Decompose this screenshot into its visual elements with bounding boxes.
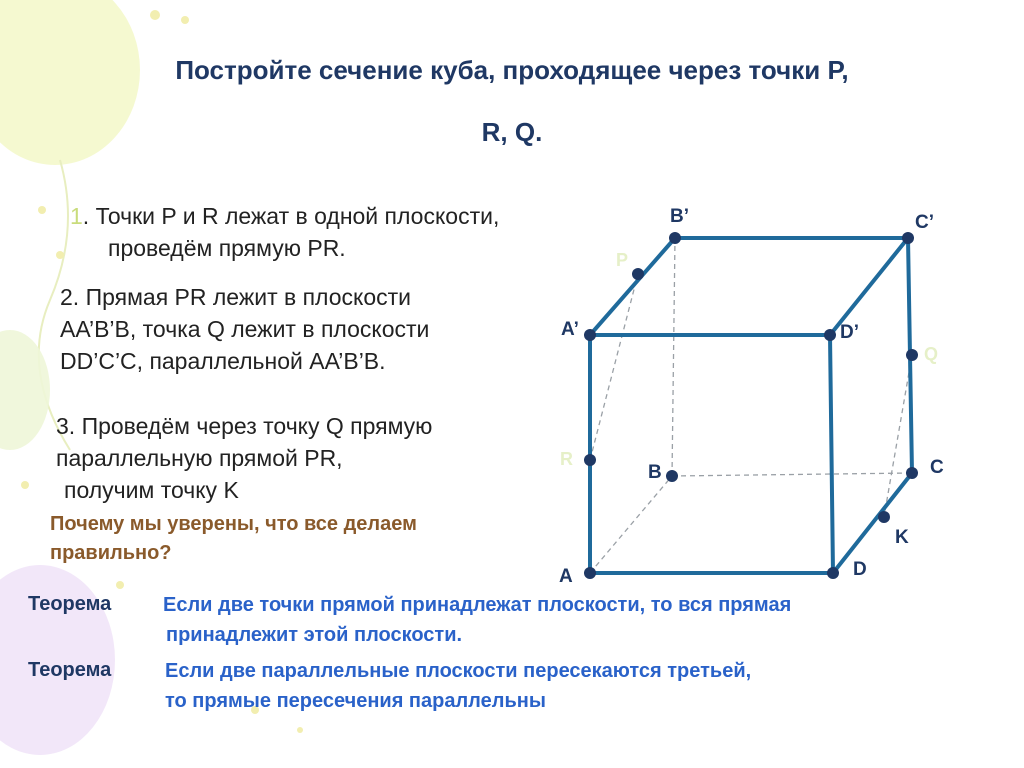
edge-A1B1 xyxy=(590,238,675,335)
label-A: A xyxy=(559,566,573,587)
theorem-1-line-1: Если две точки прямой принадлежат плоскости, то вся прямая xyxy=(163,594,792,616)
point-K xyxy=(878,511,890,523)
label-D: D xyxy=(853,559,867,580)
step-1-line-2: проведём прямую PR. xyxy=(108,235,346,261)
label-A1: A’ xyxy=(561,319,579,340)
hidden-edge-RP xyxy=(590,274,638,460)
hidden-edges xyxy=(590,238,912,573)
step-1-number: 1 xyxy=(70,203,83,229)
title-line-1: Постройте сечение куба, проходящее через точки P, xyxy=(175,55,849,85)
hidden-edge-AB xyxy=(590,476,672,573)
step-3-line-3: получим точку K xyxy=(64,477,239,503)
label-D1: D’ xyxy=(840,322,859,343)
point-C xyxy=(906,467,918,479)
point-A xyxy=(584,567,596,579)
point-B xyxy=(666,470,678,482)
question-line-2: правильно? xyxy=(50,542,172,564)
step-3-line-1: 3. Проведём через точку Q прямую xyxy=(56,413,433,439)
point-B1 xyxy=(669,232,681,244)
label-K: K xyxy=(895,527,909,548)
theorem-2-label: Теорема xyxy=(28,659,112,681)
point-D xyxy=(827,567,839,579)
theorem-2-line-1: Если две параллельные плоскости пересекаются третьей, xyxy=(165,660,752,682)
hidden-edge-BB1 xyxy=(672,238,675,476)
theorem-1-line-2: принадлежит этой плоскости. xyxy=(166,624,463,646)
step-2-line-3: DD’C’C, параллельной AA’B’B. xyxy=(60,348,386,374)
step-3-line-2: параллельную прямой PR, xyxy=(56,445,343,471)
label-P: P xyxy=(616,250,629,270)
point-A1 xyxy=(584,329,596,341)
theorem-1-label: Теорема xyxy=(28,593,112,615)
point-D1 xyxy=(824,329,836,341)
label-B1: B’ xyxy=(670,206,689,227)
label-R: R xyxy=(560,449,573,469)
theorem-2-line-2: то прямые пересечения параллельны xyxy=(165,690,546,712)
label-Q: Q xyxy=(924,344,939,364)
edge-DD1 xyxy=(830,335,833,573)
point-R xyxy=(584,454,596,466)
edge-D1C1 xyxy=(830,238,908,335)
label-C: C xyxy=(930,457,944,478)
label-C1: C’ xyxy=(915,212,934,233)
point-P xyxy=(632,268,644,280)
hidden-edge-BC xyxy=(672,473,912,476)
step-2-line-2: AA’B’B, точка Q лежит в плоскости xyxy=(60,316,430,342)
step-2-line-1: 2. Прямая PR лежит в плоскости xyxy=(60,284,412,310)
label-B: B xyxy=(648,462,662,483)
edge-DC xyxy=(833,473,912,573)
visible-edges xyxy=(590,238,912,573)
step-1-text-1: . Точки P и R лежат в одной плоскости, xyxy=(82,203,500,229)
point-Q xyxy=(906,349,918,361)
question-line-1: Почему мы уверены, что все делаем xyxy=(50,513,417,535)
title-line-2: R, Q. xyxy=(481,117,543,147)
point-C1 xyxy=(902,232,914,244)
